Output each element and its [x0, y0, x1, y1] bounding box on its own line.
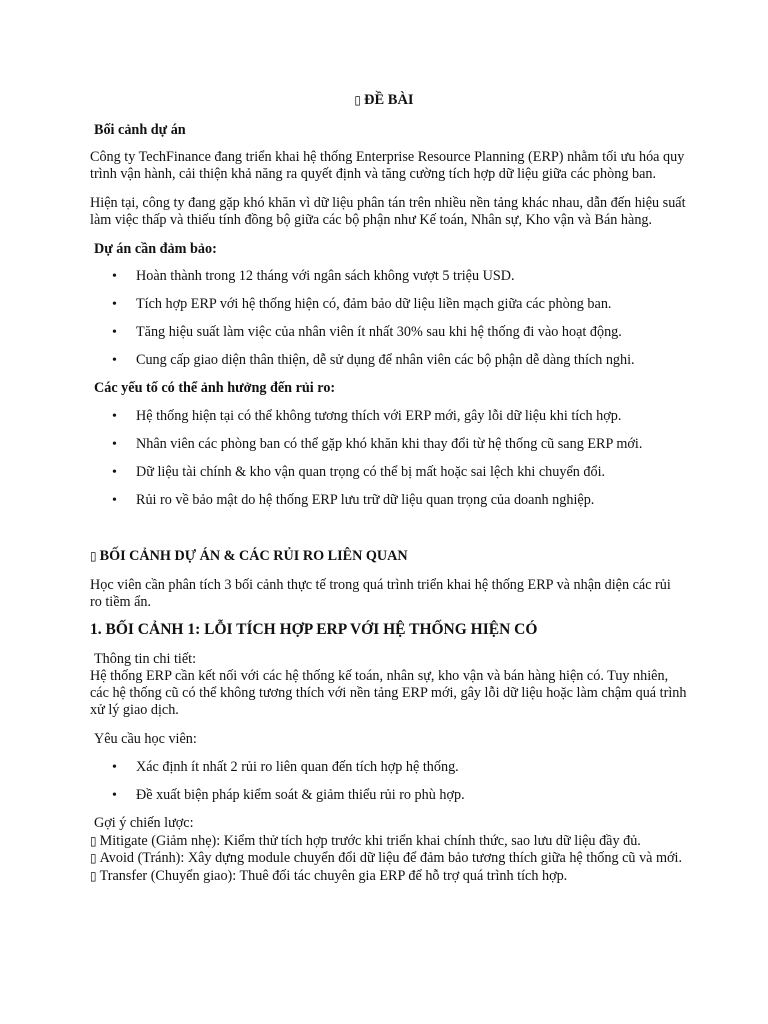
list-item: • Hệ thống hiện tại có thể không tương thích với ERP mới, gây lỗi dữ liệu khi tích hợp.	[90, 408, 690, 436]
paragraph-2: Hiện tại, công ty đang gặp khó khăn vì dữ liệu phân tán trên nhiều nền tảng khác nhau, dẫn đến hiệu suất làm việc thấp và thiếu tính đồng bộ giữa các bộ phận như Kế toán, Nhân sự, Kho vận và Bán hàng.	[90, 195, 686, 228]
list-item: • Đề xuất biện pháp kiểm soát & giảm thiểu rủi ro phù hợp.	[90, 787, 690, 815]
strategy-item: ▯ Avoid (Tránh): Xây dựng module chuyển đổi dữ liệu để đảm bảo tương thích giữa hệ thống cũ và mới.	[90, 850, 683, 866]
ensure-list	[90, 268, 690, 380]
case1-heading: 1. BỐI CẢNH 1: LỖI TÍCH HỢP ERP VỚI HỆ THỐNG HIỆN CÓ	[90, 621, 538, 638]
section-heading: ▯ BỐI CẢNH DỰ ÁN & CÁC RỦI RO LIÊN QUAN	[90, 548, 408, 564]
risk-heading: Các yếu tố có thể ảnh hưởng đến rủi ro:	[94, 380, 336, 396]
detail-label: Thông tin chi tiết:	[94, 651, 197, 667]
detail-text: Hệ thống ERP cần kết nối với các hệ thống kế toán, nhân sự, kho vận và bán hàng hiện có. Tuy nhiên, các hệ thống cũ có thể không tương thích với nền tảng ERP mới, gây lỗi dữ liệu hoặc làm chậm quá trình xử lý giao dịch.	[90, 668, 687, 718]
list-item: • Nhân viên các phòng ban có thể gặp khó khăn khi thay đổi từ hệ thống cũ sang ERP mới.	[90, 436, 690, 464]
requirement-list	[90, 759, 690, 815]
list-item: • Cung cấp giao diện thân thiện, dễ sử dụng để nhân viên các bộ phận dễ dàng thích nghi.	[90, 352, 690, 380]
missing-glyph-icon: ▯	[90, 869, 97, 883]
requirement-label: Yêu cầu học viên:	[94, 731, 197, 747]
list-item: • Dữ liệu tài chính & kho vận quan trọng có thể bị mất hoặc sai lệch khi chuyển đổi.	[90, 464, 690, 492]
list-item: • Xác định ít nhất 2 rủi ro liên quan đến tích hợp hệ thống.	[90, 759, 690, 787]
paragraph-1: Công ty TechFinance đang triển khai hệ thống Enterprise Resource Planning (ERP) nhằm tối ưu hóa quy trình vận hành, cải thiện khả năng ra quyết định và tăng cường tích hợp dữ liệu giữa các phòng ban.	[90, 149, 685, 182]
section-intro: Học viên cần phân tích 3 bối cảnh thực tế trong quá trình triển khai hệ thống ERP và nhận diện các rủi ro tiềm ẩn.	[90, 577, 671, 610]
list-item: • Tích hợp ERP với hệ thống hiện có, đảm bảo dữ liệu liền mạch giữa các phòng ban.	[90, 296, 690, 324]
risk-list	[90, 408, 690, 520]
strategy-item: ▯ Transfer (Chuyển giao): Thuê đối tác chuyên gia ERP để hỗ trợ quá trình tích hợp.	[90, 868, 568, 884]
list-item: • Rủi ro về bảo mật do hệ thống ERP lưu trữ dữ liệu quan trọng của doanh nghiệp.	[90, 492, 690, 520]
list-item: • Tăng hiệu suất làm việc của nhân viên ít nhất 30% sau khi hệ thống đi vào hoạt động.	[90, 324, 690, 352]
list-item: • Hoàn thành trong 12 tháng với ngân sách không vượt 5 triệu USD.	[90, 268, 690, 296]
missing-glyph-icon: ▯	[90, 851, 97, 865]
missing-glyph-icon: ▯	[90, 549, 97, 563]
ensure-heading: Dự án cần đảm bảo:	[94, 241, 217, 257]
missing-glyph-icon: ▯	[90, 834, 97, 848]
strategy-item: ▯ Mitigate (Giảm nhẹ): Kiểm thử tích hợp trước khi triển khai chính thức, sao lưu dữ liệu đầy đủ.	[90, 833, 641, 849]
context-heading: Bối cảnh dự án	[94, 122, 186, 138]
strategy-label: Gợi ý chiến lược:	[94, 815, 194, 831]
page-title: ▯ ĐỀ BÀI	[354, 92, 414, 108]
missing-glyph-icon: ▯	[354, 93, 362, 107]
